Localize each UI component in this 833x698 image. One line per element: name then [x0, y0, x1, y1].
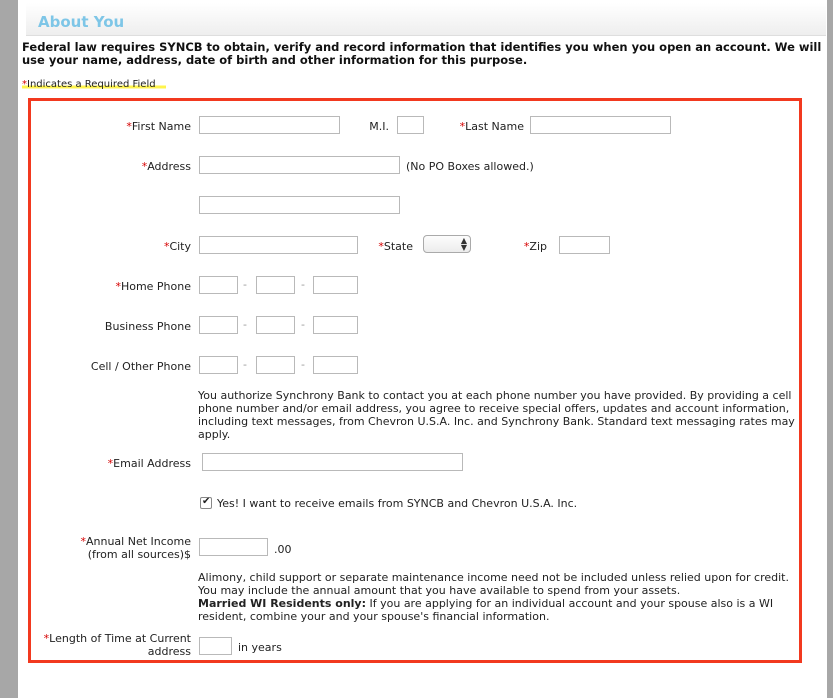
required-field-note [22, 79, 166, 90]
required-star: * [22, 79, 27, 90]
income-note-1: Alimony, child support or separate maintenance income need not be included unless relied upon for credit. [198, 571, 789, 584]
wi-residents-heading: Married WI Residents only: [198, 597, 366, 610]
phone-dash: - [301, 318, 305, 331]
about-you-form [28, 98, 802, 663]
home-phone-area-input[interactable] [199, 276, 238, 294]
section-header [26, 3, 826, 36]
business-phone-label: Business Phone [104, 320, 191, 333]
state-select[interactable] [423, 235, 471, 253]
email-optin-label: Yes! I want to receive emails from SYNCB and Chevron U.S.A. Inc. [217, 497, 578, 510]
annual-income-input[interactable] [199, 538, 268, 556]
last-name-input[interactable] [530, 116, 671, 134]
email-input[interactable] [202, 453, 463, 471]
phone-dash: - [301, 358, 305, 371]
first-name-input[interactable] [199, 116, 340, 134]
required-note-text: Indicates a Required Field [27, 79, 156, 90]
cell-phone-line-input[interactable] [313, 356, 358, 374]
city-input[interactable] [199, 236, 358, 254]
home-phone-line-input[interactable] [313, 276, 358, 294]
zip-label: *Zip [523, 240, 547, 253]
length-unit: in years [238, 641, 282, 654]
intro-text: Federal law requires SYNCB to obtain, verify and record information that identifies you when you open an account. We will use your name, address, date of birth and other information for this purpose. [22, 40, 822, 67]
wi-residents-text: If you are applying for an individual account and your spouse also is a WI resident, combine your and your spouse's financial information. [198, 597, 774, 623]
phone-dash: - [301, 278, 305, 291]
phone-dash: - [243, 358, 247, 371]
city-label: *City [163, 240, 191, 253]
first-name-label: *First Name [126, 120, 191, 133]
phone-dash: - [243, 318, 247, 331]
form-panel [18, 0, 827, 698]
email-optin-checkbox[interactable] [200, 497, 212, 509]
length-at-address-input[interactable] [199, 637, 232, 655]
income-note [198, 571, 801, 623]
chevron-up-down-icon: ▲ ▼ [460, 236, 467, 252]
income-note-2: You may include the annual amount that you have available to spend from your assets. [198, 584, 681, 597]
checkmark-icon: ✔ [202, 496, 211, 507]
address-note: (No PO Boxes allowed.) [406, 160, 534, 173]
business-phone-prefix-input[interactable] [256, 316, 295, 334]
zip-input[interactable] [559, 236, 610, 254]
address-line2-input[interactable] [199, 196, 400, 214]
mi-input[interactable] [397, 116, 424, 134]
business-phone-line-input[interactable] [313, 316, 358, 334]
section-title: About You [38, 13, 125, 31]
phone-consent-text: You authorize Synchrony Bank to contact you at each phone number you have provided. By providing a cell phone number and/or email address, you agree to receive special offers, updates and account information, including text messages, from Chevron U.S.A. Inc. and Synchrony Bank. Standard text messaging rates may apply. [198, 389, 795, 441]
mi-label: M.I. [369, 120, 389, 133]
last-name-label: *Last Name [459, 120, 524, 133]
home-phone-prefix-input[interactable] [256, 276, 295, 294]
length-at-address-label: *Length of Time at Current address [43, 632, 191, 658]
cell-phone-label: Cell / Other Phone [90, 360, 191, 373]
cell-phone-prefix-input[interactable] [256, 356, 295, 374]
cell-phone-area-input[interactable] [199, 356, 238, 374]
home-phone-label: *Home Phone [115, 280, 191, 293]
phone-dash: - [243, 278, 247, 291]
email-label: *Email Address [107, 457, 191, 470]
address-line1-input[interactable] [199, 156, 400, 174]
state-label: *State [378, 240, 413, 253]
annual-income-label: *Annual Net Income (from all sources)$ [80, 535, 191, 561]
business-phone-area-input[interactable] [199, 316, 238, 334]
income-cents: .00 [274, 543, 292, 556]
address-label: *Address [141, 160, 191, 173]
